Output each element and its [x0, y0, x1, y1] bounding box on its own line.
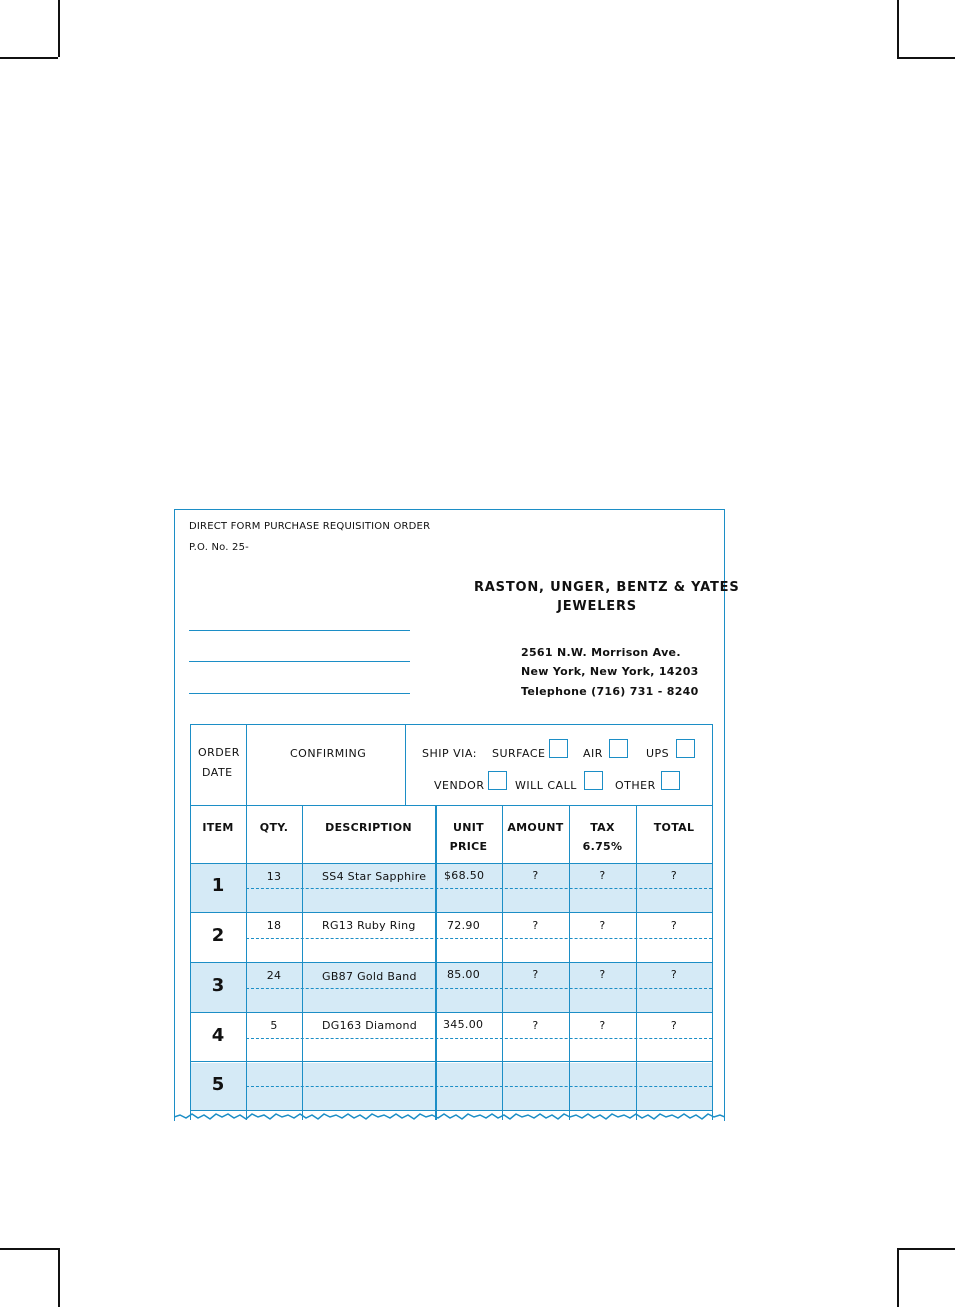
- air-label: AIR: [583, 747, 603, 760]
- grid-line-qty-desc: [302, 805, 303, 1120]
- table-row-qty[interactable]: 24: [266, 969, 282, 982]
- po-number: P.O. No. 25-: [189, 542, 249, 553]
- crop-mark-bottom-left-h: [0, 1248, 58, 1250]
- table-row-amount[interactable]: ?: [532, 869, 539, 882]
- grid-line-row2-bottom: [190, 962, 713, 963]
- crop-mark-top-right-h: [897, 57, 955, 59]
- other-label: OTHER: [615, 779, 656, 792]
- grid-right-line: [712, 724, 713, 1120]
- company-name: RASTON, UNGER, BENTZ & YATES: [474, 580, 740, 595]
- address-line-2: New York, New York, 14203: [521, 665, 699, 678]
- table-row-qty[interactable]: 13: [266, 870, 282, 883]
- header-unit-price-line2: PRICE: [449, 840, 488, 853]
- grid-left-line: [190, 724, 191, 1120]
- air-checkbox[interactable]: [609, 739, 628, 758]
- signature-line-2[interactable]: [189, 661, 410, 662]
- signature-line-1[interactable]: [189, 630, 410, 631]
- header-tax-line1: TAX: [590, 821, 615, 834]
- crop-mark-top-left-v: [58, 0, 60, 57]
- purchase-order-form: [174, 509, 740, 1121]
- header-description: DESCRIPTION: [325, 821, 412, 834]
- grid-line-price-amount: [502, 805, 503, 1120]
- signature-line-3[interactable]: [189, 693, 410, 694]
- header-unit-price-line1: UNIT: [453, 821, 484, 834]
- table-row-unit-price[interactable]: 72.90: [447, 919, 480, 932]
- header-item: ITEM: [202, 821, 234, 834]
- table-row-description[interactable]: GB87 Gold Band: [322, 970, 417, 983]
- order-label-line1: ORDER: [198, 746, 240, 759]
- table-row-unit-price[interactable]: 85.00: [447, 968, 480, 981]
- table-row-amount[interactable]: ?: [532, 1019, 539, 1032]
- order-label-line2: DATE: [202, 766, 233, 779]
- ups-label: UPS: [646, 747, 670, 760]
- company-type: JEWELERS: [557, 599, 637, 614]
- crop-mark-bottom-left-v: [58, 1248, 60, 1307]
- vendor-checkbox[interactable]: [488, 771, 507, 790]
- table-row-tax[interactable]: ?: [599, 919, 606, 932]
- table-row-unit-price[interactable]: $68.50: [444, 869, 485, 882]
- table-row-description[interactable]: DG163 Diamond: [322, 1019, 418, 1032]
- vendor-label: VENDOR: [434, 779, 485, 792]
- dash-row-3: [246, 988, 712, 989]
- dash-row-5: [246, 1086, 712, 1087]
- ups-checkbox[interactable]: [676, 739, 695, 758]
- table-row-total[interactable]: ?: [670, 919, 678, 932]
- table-row-item-number: 4: [211, 1025, 225, 1046]
- surface-checkbox[interactable]: [549, 739, 568, 758]
- table-row-tax[interactable]: ?: [599, 968, 606, 981]
- dash-row-1: [246, 888, 712, 889]
- table-row-description[interactable]: SS4 Star Sapphire: [322, 870, 427, 883]
- table-row-item-number: 1: [211, 875, 225, 896]
- table-row-amount[interactable]: ?: [532, 968, 539, 981]
- will-call-checkbox[interactable]: [584, 771, 603, 790]
- table-row-qty[interactable]: 5: [270, 1019, 278, 1032]
- other-checkbox[interactable]: [661, 771, 680, 790]
- header-qty: QTY.: [259, 821, 289, 834]
- table-row-item-number: 5: [211, 1074, 225, 1095]
- header-tax-line2: 6.75%: [582, 840, 623, 853]
- surface-label: SURFACE: [492, 747, 546, 760]
- dash-row-4: [246, 1038, 712, 1039]
- table-row-total[interactable]: ?: [670, 1019, 678, 1032]
- header-total: TOTAL: [653, 821, 695, 834]
- table-row-total[interactable]: ?: [670, 968, 678, 981]
- grid-line-confirming-shipvia: [405, 724, 406, 805]
- ship-via-label: SHIP VIA:: [422, 747, 477, 760]
- crop-mark-top-right-v: [897, 0, 899, 57]
- confirming-label: CONFIRMING: [290, 747, 367, 760]
- table-row-tax[interactable]: ?: [599, 1019, 606, 1032]
- crop-mark-bottom-right-v: [897, 1248, 899, 1307]
- telephone: Telephone (716) 731 - 8240: [521, 685, 699, 698]
- grid-line-header-bottom: [190, 863, 713, 864]
- dash-row-2: [246, 938, 712, 939]
- crop-mark-bottom-right-h: [897, 1248, 955, 1250]
- header-amount: AMOUNT: [507, 821, 564, 834]
- grid-line-row4-bottom: [190, 1061, 713, 1062]
- table-row-amount[interactable]: ?: [532, 919, 539, 932]
- torn-edge: [174, 1109, 725, 1121]
- will-call-label: WILL CALL: [515, 779, 577, 792]
- table-row-tax[interactable]: ?: [599, 869, 606, 882]
- grid-line-orderinfo-bottom: [190, 805, 713, 806]
- crop-mark-top-left-h: [0, 57, 58, 59]
- table-row-description[interactable]: RG13 Ruby Ring: [322, 919, 416, 932]
- table-row-qty[interactable]: 18: [266, 919, 282, 932]
- address-line-1: 2561 N.W. Morrison Ave.: [521, 646, 681, 659]
- form-title: DIRECT FORM PURCHASE REQUISITION ORDER: [189, 521, 431, 532]
- table-row-item-number: 2: [211, 925, 225, 946]
- table-row-item-number: 3: [211, 975, 225, 996]
- table-row-unit-price[interactable]: 345.00: [443, 1018, 484, 1031]
- table-row-total[interactable]: ?: [670, 869, 678, 882]
- grid-line-row3-bottom: [190, 1012, 713, 1013]
- grid-top-line: [190, 724, 713, 725]
- grid-line-row1-bottom: [190, 912, 713, 913]
- grid-line-tax-total: [636, 805, 637, 1120]
